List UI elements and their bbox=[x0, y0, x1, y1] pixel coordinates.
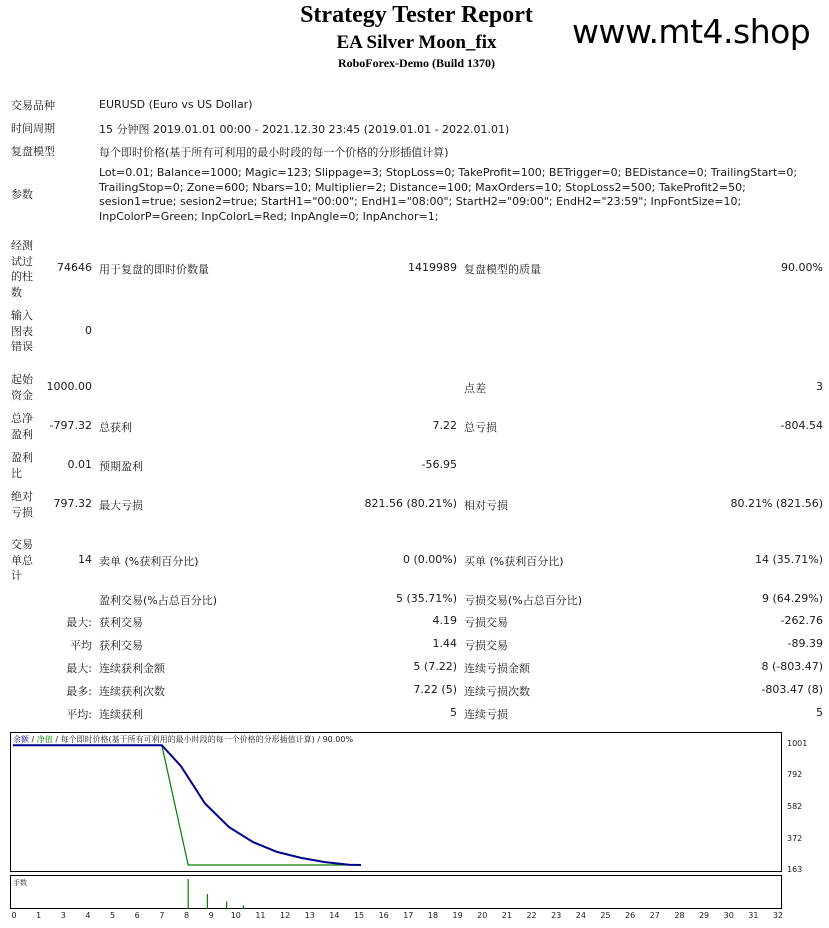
x-tick-label: 32 bbox=[772, 911, 784, 920]
period-value: 15 分钟图 2019.01.01 00:00 - 2021.12.30 23:45 (2019.01.01 - 2022.01.01) bbox=[99, 123, 510, 136]
x-tick-label: 8 bbox=[183, 911, 190, 920]
model-label: 复盘模型 bbox=[11, 145, 55, 158]
loss-trades-label: 亏损交易(%占总百分比) bbox=[464, 594, 583, 607]
max-drawdown-label: 最大亏损 bbox=[99, 499, 143, 512]
avg-cons-win-label: 连续获利 bbox=[99, 708, 143, 721]
y-tick-label: 372 bbox=[787, 833, 803, 843]
server-name: RoboForex-Demo (Build 1370) bbox=[337, 56, 496, 70]
average-prefix: 平均 bbox=[70, 639, 92, 652]
largest-prefix: 最大: bbox=[66, 616, 92, 629]
gross-profit-value: 7.22 bbox=[432, 419, 457, 432]
x-tick-label: 10 bbox=[230, 911, 241, 920]
x-tick-label: 30 bbox=[723, 911, 734, 920]
cons-loss-count-value: -803.47 (8) bbox=[761, 683, 823, 696]
avg-cons-prefix: 平均: bbox=[66, 708, 92, 721]
total-trades-value: 14 bbox=[78, 553, 92, 566]
x-tick-label: 24 bbox=[575, 911, 586, 920]
x-tick-label: 9 bbox=[208, 911, 214, 920]
quality-label: 复盘模型的质量 bbox=[464, 263, 541, 276]
short-positions-value: 0 (0.00%) bbox=[402, 553, 457, 566]
x-tick-label: 12 bbox=[280, 911, 291, 920]
x-tick-label: 23 bbox=[551, 911, 562, 920]
legend-model: / 每个即时价格(基于所有可利用的最小时段的每一个价格的分形插值计算) / 90.00% bbox=[52, 735, 354, 744]
spread-value: 3 bbox=[816, 380, 823, 393]
short-positions-label: 卖单 (%获利百分比) bbox=[99, 555, 199, 568]
model-value: 每个即时价格(基于所有可利用的最小时段的每一个价格的分形插值计算) bbox=[99, 146, 449, 159]
x-tick-label: 27 bbox=[649, 911, 660, 920]
balance-line bbox=[13, 745, 361, 865]
avg-cons-loss-label: 连续亏损 bbox=[464, 708, 508, 721]
profit-factor-value: 0.01 bbox=[67, 458, 92, 471]
bars-value: 74646 bbox=[57, 261, 92, 274]
x-tick-label: 6 bbox=[134, 911, 140, 920]
x-tick-label: 3 bbox=[60, 911, 66, 920]
profit-factor-label: 盈利比 bbox=[11, 451, 33, 480]
x-tick-label: 17 bbox=[403, 911, 414, 920]
cons-win-count-label: 连续获利次数 bbox=[99, 685, 165, 698]
watermark: www.mt4.shop bbox=[572, 12, 811, 51]
y-tick-label: 163 bbox=[787, 865, 803, 874]
x-tick-label: 19 bbox=[452, 911, 463, 920]
max-cons-prefix: 最大: bbox=[66, 662, 92, 675]
symbol-label: 交易品种 bbox=[11, 99, 55, 112]
largest-profit-label: 获利交易 bbox=[99, 616, 143, 629]
x-tick-label: 4 bbox=[85, 911, 91, 920]
largest-loss-value: -262.76 bbox=[780, 614, 823, 627]
profit-trades-value: 5 (35.71%) bbox=[395, 592, 457, 605]
x-tick-label: 29 bbox=[698, 911, 710, 920]
avg-loss-label: 亏损交易 bbox=[464, 639, 508, 652]
period-label: 时间周期 bbox=[11, 122, 55, 135]
gross-loss-value: -804.54 bbox=[780, 419, 823, 432]
gross-profit-label: 总获利 bbox=[99, 421, 132, 434]
expected-payoff-label: 预期盈利 bbox=[99, 460, 143, 473]
x-tick-label: 14 bbox=[329, 911, 340, 920]
expected-payoff-value: -56.95 bbox=[421, 458, 457, 471]
x-tick-label: 21 bbox=[501, 911, 512, 920]
largest-profit-value: 4.19 bbox=[432, 614, 457, 627]
largest-loss-label: 亏损交易 bbox=[464, 616, 508, 629]
avg-profit-label: 获利交易 bbox=[99, 639, 143, 652]
balance-chart bbox=[10, 732, 782, 872]
ticks-value: 1419989 bbox=[408, 261, 457, 274]
x-tick-label: 31 bbox=[748, 911, 759, 920]
x-tick-label: 11 bbox=[255, 911, 266, 920]
x-tick-label: 25 bbox=[600, 911, 611, 920]
cons-loss-count-label: 连续亏损次数 bbox=[464, 685, 530, 698]
gross-loss-label: 总亏损 bbox=[464, 421, 497, 434]
x-tick-label: 16 bbox=[378, 911, 389, 920]
deposit-value: 1000.00 bbox=[46, 380, 92, 393]
x-tick-label: 18 bbox=[427, 911, 439, 920]
spread-label: 点差 bbox=[464, 382, 486, 395]
loss-trades-value: 9 (64.29%) bbox=[761, 592, 823, 605]
profit-trades-label: 盈利交易(%占总百分比) bbox=[99, 594, 218, 607]
ticks-label: 用于复盘的即时价数量 bbox=[99, 263, 209, 276]
cons-win-count-value: 7.22 (5) bbox=[413, 683, 457, 696]
legend-balance: 余额 bbox=[13, 735, 29, 744]
x-tick-label: 15 bbox=[353, 911, 365, 920]
abs-drawdown-label: 绝对亏损 bbox=[11, 490, 33, 519]
errors-value: 0 bbox=[85, 324, 92, 337]
x-tick-label: 13 bbox=[304, 911, 315, 920]
bars-label: 经测试过的柱数 bbox=[11, 239, 33, 299]
x-tick-label: 0 bbox=[11, 911, 17, 920]
report-title: Strategy Tester Report bbox=[300, 2, 533, 28]
y-tick-label: 1001 bbox=[787, 739, 808, 748]
x-tick-label: 5 bbox=[110, 911, 116, 920]
max-drawdown-value: 821.56 (80.21%) bbox=[364, 497, 457, 510]
x-tick-label: 7 bbox=[159, 911, 165, 920]
total-trades-label: 交易单总计 bbox=[11, 538, 33, 582]
long-positions-value: 14 (35.71%) bbox=[754, 553, 823, 566]
long-positions-label: 买单 (%获利百分比) bbox=[464, 555, 564, 568]
legend-separator: / bbox=[29, 735, 37, 744]
x-tick-label: 28 bbox=[674, 911, 685, 920]
symbol-value: EURUSD (Euro vs US Dollar) bbox=[99, 98, 253, 111]
lots-chart bbox=[10, 875, 782, 909]
params-label: 参数 bbox=[11, 188, 33, 201]
rel-drawdown-label: 相对亏损 bbox=[464, 499, 508, 512]
avg-profit-value: 1.44 bbox=[432, 637, 457, 650]
avg-cons-win-value: 5 bbox=[450, 706, 457, 719]
ea-name: EA Silver Moon_fix bbox=[336, 32, 497, 53]
cons-win-amount-value: 5 (7.22) bbox=[413, 660, 457, 673]
most-prefix: 最多: bbox=[66, 685, 92, 698]
cons-loss-amount-label: 连续亏损金额 bbox=[464, 662, 530, 675]
net-profit-value: -797.32 bbox=[49, 419, 92, 432]
avg-loss-value: -89.39 bbox=[787, 637, 823, 650]
x-tick-label: 1 bbox=[36, 911, 42, 920]
errors-label: 输入图表错误 bbox=[11, 309, 33, 353]
quality-value: 90.00% bbox=[781, 261, 823, 274]
y-tick-label: 792 bbox=[787, 770, 803, 780]
x-tick-label: 22 bbox=[526, 911, 537, 920]
y-tick-label: 582 bbox=[787, 802, 803, 811]
cons-loss-amount-value: 8 (-803.47) bbox=[761, 660, 823, 673]
lots-chart-plot bbox=[11, 876, 783, 910]
equity-line bbox=[13, 745, 361, 865]
params-value: Lot=0.01; Balance=1000; Magic=123; Slippage=3; StopLoss=0; TakeProfit=100; BETrigger=0; BEDistance=0; TrailingStart=0; TrailingStop=0; Zone=600; Nbars=10; Multiplier=2; Distance=100; MaxOrders=10; StopLoss2=500; TakeProfit2=50; sesion1=true; sesion2=true; StartH1="00:00"; EndH1="08:00"; StartH2="09:00"; EndH2="23:59"; InpFontSize=10; InpColorP=Green; InpColorL=Red; InpAngle=0; InpAnchor=1; bbox=[99, 166, 798, 223]
legend-equity: 净值 bbox=[36, 735, 53, 744]
x-tick-label: 26 bbox=[625, 911, 636, 920]
deposit-label: 起始资金 bbox=[11, 373, 33, 402]
rel-drawdown-value: 80.21% (821.56) bbox=[730, 497, 823, 510]
balance-chart-plot bbox=[11, 733, 783, 873]
abs-drawdown-value: 797.32 bbox=[53, 497, 92, 510]
x-tick-label: 20 bbox=[477, 911, 488, 920]
net-profit-label: 总净盈利 bbox=[11, 412, 33, 441]
avg-cons-loss-value: 5 bbox=[816, 706, 823, 719]
cons-win-amount-label: 连续获利金额 bbox=[99, 662, 165, 675]
lots-chart-label: 手数 bbox=[13, 879, 27, 887]
